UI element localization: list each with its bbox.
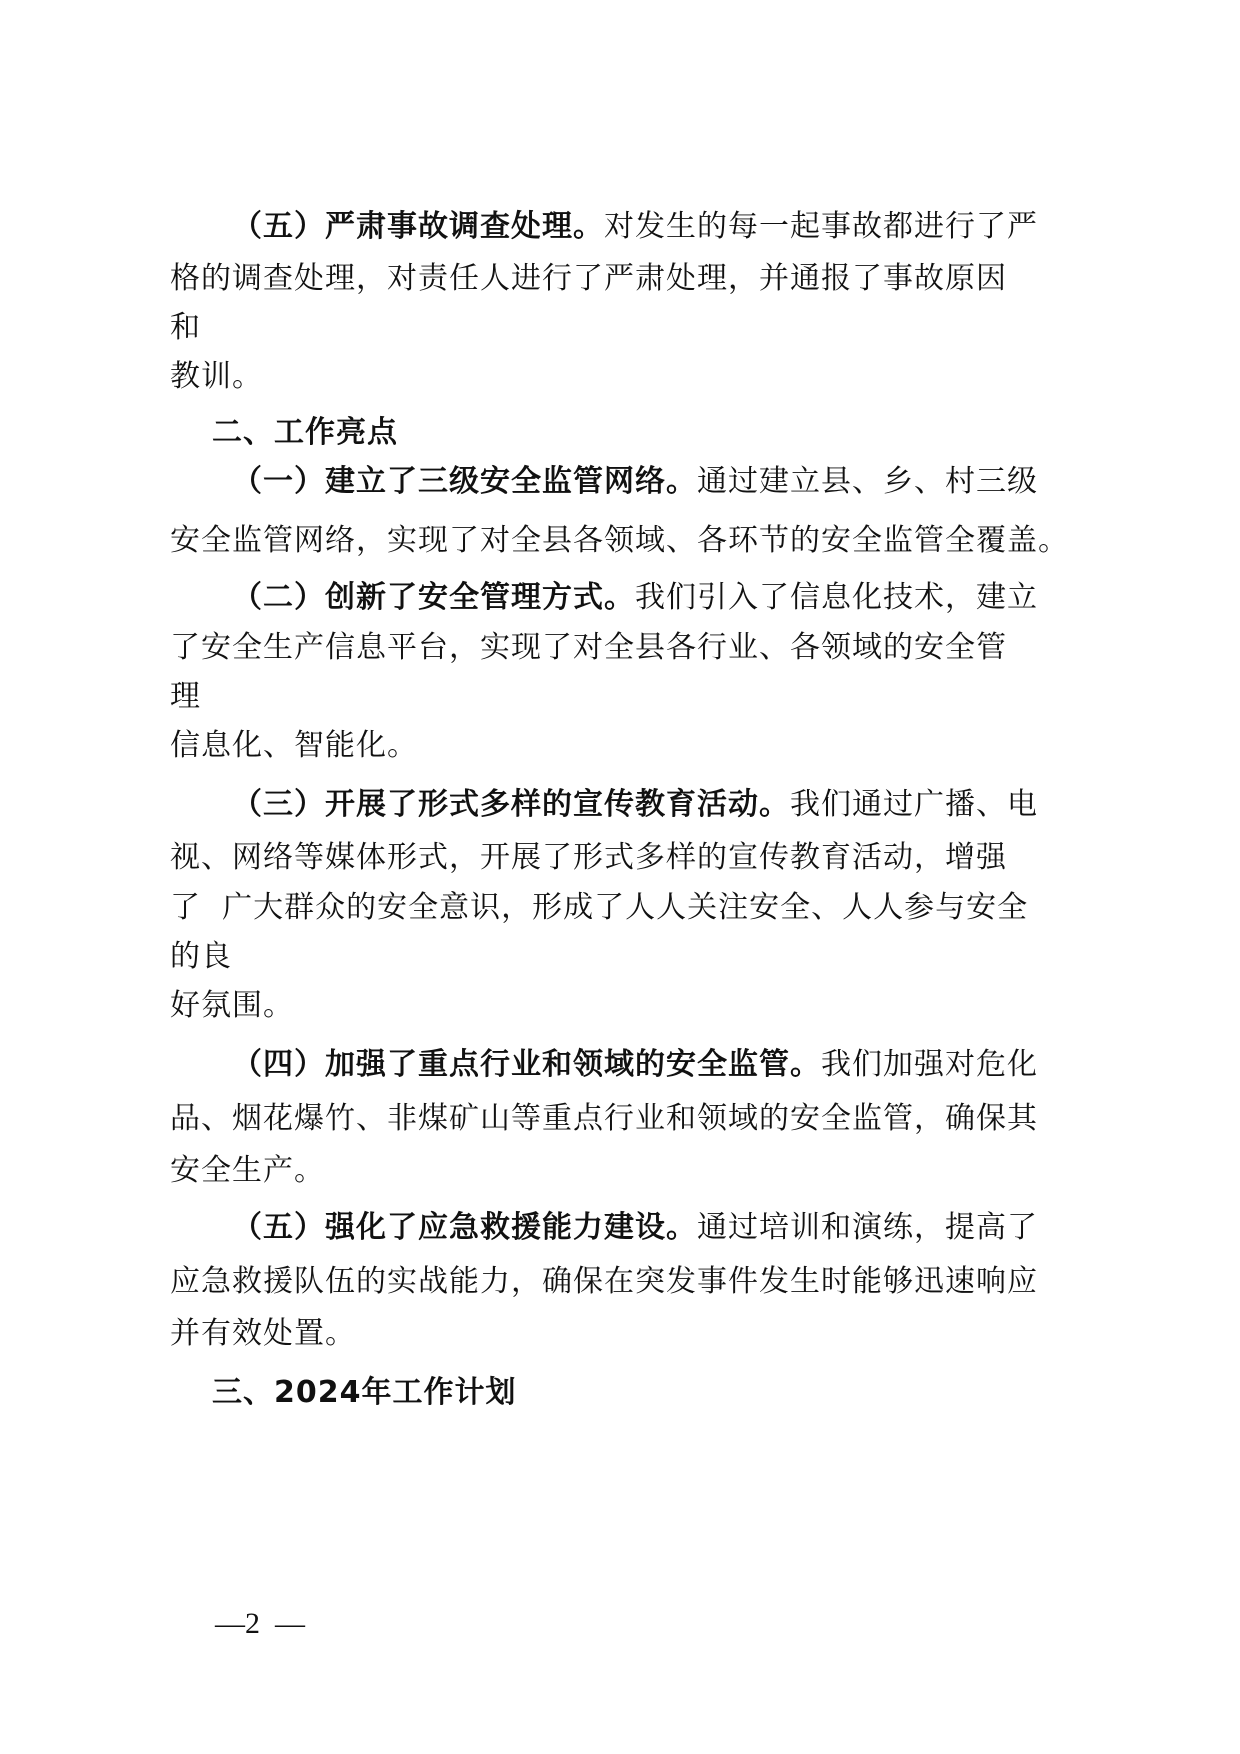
- page-number: —2 —: [215, 1607, 305, 1640]
- paragraph-line: [232, 785, 1038, 825]
- paragraph-line: 视、网络等媒体形式，开展了形式多样的宣传教育活动，增强: [170, 840, 1007, 875]
- item-text: 我们通过广播、电: [790, 787, 1038, 822]
- item-text: 通过培训和演练，提高了: [697, 1210, 1038, 1245]
- paragraph-line: [232, 207, 1038, 247]
- paragraph-line: 和: [170, 310, 201, 345]
- paragraph-line: 了 广大群众的安全意识，形成了人人关注安全、人人参与安全: [170, 890, 1029, 925]
- section-heading: 二、工作亮点: [212, 415, 398, 450]
- item-text: 对发生的每一起事故都进行了严: [604, 209, 1038, 244]
- item-text: 通过建立县、乡、村三级: [697, 464, 1038, 499]
- section-heading: 三、2024年工作计划: [212, 1375, 517, 1410]
- paragraph-line: 品、烟花爆竹、非煤矿山等重点行业和领域的安全监管，确保其: [170, 1101, 1038, 1136]
- paragraph-line: 并有效处置。: [170, 1316, 356, 1351]
- paragraph-line: 好氛围。: [170, 988, 294, 1023]
- paragraph-line: 安全生产。: [170, 1153, 325, 1188]
- paragraph-line: [232, 1045, 1038, 1085]
- paragraph-line: 了安全生产信息平台，实现了对全县各行业、各领域的安全管: [170, 630, 1007, 665]
- item-title: （五）严肃事故调查处理。: [232, 209, 604, 244]
- paragraph-line: [232, 462, 1038, 502]
- item-title: （三）开展了形式多样的宣传教育活动。: [232, 787, 790, 822]
- paragraph-line: 教训。: [170, 359, 263, 394]
- paragraph-line: 信息化、智能化。: [170, 728, 418, 763]
- item-text: 我们加强对危化: [821, 1047, 1038, 1082]
- paragraph-line: 理: [170, 679, 201, 714]
- paragraph-line: 安全监管网络，实现了对全县各领域、各环节的安全监管全覆盖。: [170, 523, 1069, 558]
- paragraph-line: 的良: [170, 939, 232, 974]
- item-text: 我们引入了信息化技术，建立: [635, 580, 1038, 615]
- item-title: （一）建立了三级安全监管网络。: [232, 464, 697, 499]
- paragraph-line: [232, 1208, 1038, 1248]
- item-title: （四）加强了重点行业和领域的安全监管。: [232, 1047, 821, 1082]
- paragraph-line: 格的调查处理，对责任人进行了严肃处理，并通报了事故原因: [170, 261, 1007, 296]
- item-title: （二）创新了安全管理方式。: [232, 580, 635, 615]
- paragraph-line: [232, 578, 1038, 618]
- paragraph-line: 应急救援队伍的实战能力，确保在突发事件发生时能够迅速响应: [170, 1264, 1038, 1299]
- item-title: （五）强化了应急救援能力建设。: [232, 1210, 697, 1245]
